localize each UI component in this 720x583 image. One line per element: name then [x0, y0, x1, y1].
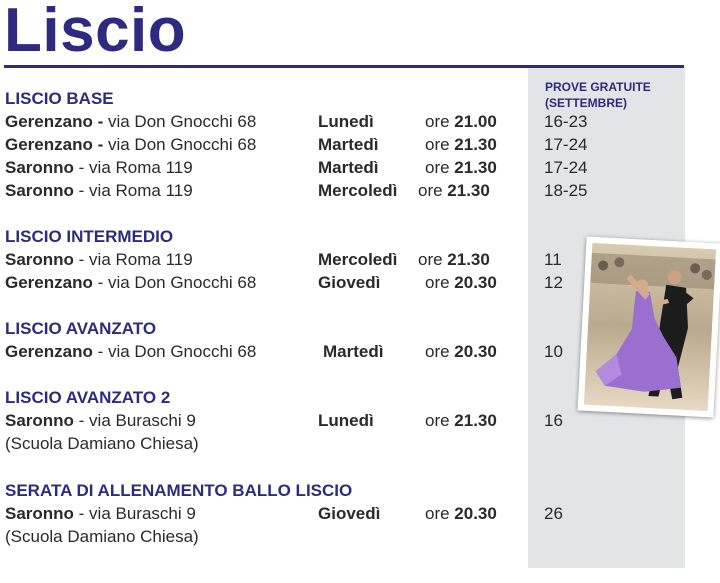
- section-title-liscio-avanzato-2: LISCIO AVANZATO 2: [5, 388, 171, 407]
- address: - via Don Gnocchi 68: [92, 342, 257, 361]
- trial-dates: 12: [544, 273, 563, 292]
- time-value: 21.00: [454, 112, 497, 131]
- weekday: Mercoledì: [318, 181, 398, 200]
- time-value: 20.30: [454, 342, 497, 361]
- time-value: 21.30: [454, 158, 497, 177]
- section-title-serata-allenamento: SERATA DI ALLENAMENTO BALLO LISCIO: [5, 481, 353, 500]
- time-prefix: ore: [425, 273, 455, 292]
- address: via Don Gnocchi 68: [103, 112, 257, 131]
- section-title-liscio-avanzato: LISCIO AVANZATO: [5, 319, 157, 338]
- location: [5, 272, 256, 294]
- time-prefix: ore: [418, 181, 448, 200]
- city: Gerenzano: [5, 342, 93, 361]
- city: Gerenzano -: [5, 135, 104, 154]
- ballroom-dancers-photo: [578, 237, 720, 418]
- trial-dates: 16-23: [544, 112, 588, 131]
- trial-dates: 10: [544, 342, 563, 361]
- address: via Don Gnocchi 68: [103, 135, 257, 154]
- trial-dates: 17-24: [544, 135, 588, 154]
- time: [418, 249, 490, 271]
- trial-dates: 26: [544, 504, 563, 523]
- time-prefix: ore: [425, 135, 455, 154]
- free-trials-header: [545, 79, 651, 111]
- dancers-icon: [584, 243, 716, 411]
- free-trials-header-line1: PROVE GRATUITE: [545, 80, 651, 94]
- time-prefix: ore: [418, 250, 448, 269]
- time: [425, 410, 497, 432]
- time: [425, 111, 497, 133]
- address: - via Roma 119: [73, 250, 193, 269]
- time: [425, 134, 497, 156]
- city: Saronno: [5, 411, 74, 430]
- city: Saronno: [5, 250, 74, 269]
- section-title-liscio-base: LISCIO BASE: [5, 89, 114, 108]
- address: - via Roma 119: [73, 181, 193, 200]
- time-prefix: ore: [425, 112, 455, 131]
- trial-dates: 17-24: [544, 158, 588, 177]
- city: Saronno: [5, 504, 74, 523]
- weekday: Martedì: [318, 135, 379, 154]
- location: [5, 503, 196, 525]
- time-value: 20.30: [454, 504, 497, 523]
- address: - via Don Gnocchi 68: [92, 273, 257, 292]
- time: [425, 503, 497, 525]
- weekday: Martedì: [318, 158, 379, 177]
- time-prefix: ore: [425, 411, 455, 430]
- weekday: Lunedì: [318, 112, 374, 131]
- city: Gerenzano: [5, 273, 93, 292]
- schedule-row: [0, 134, 720, 156]
- section-title-liscio-intermedio: LISCIO INTERMEDIO: [5, 227, 174, 246]
- time-prefix: ore: [425, 158, 455, 177]
- time: [418, 180, 490, 202]
- weekday: Lunedì: [318, 411, 374, 430]
- time: [425, 157, 497, 179]
- time-value: 20.30: [454, 273, 497, 292]
- location: [5, 134, 256, 156]
- trial-dates: 16: [544, 411, 563, 430]
- location: [5, 410, 196, 432]
- time: [425, 341, 497, 363]
- schedule-row: [0, 157, 720, 179]
- address: - via Buraschi 9: [73, 411, 196, 430]
- address: - via Roma 119: [73, 158, 193, 177]
- weekday: Martedì: [323, 342, 384, 361]
- schedule-row: [0, 410, 720, 432]
- location: [5, 249, 193, 271]
- time-value: 21.30: [454, 135, 497, 154]
- school-note: (Scuola Damiano Chiesa): [5, 527, 199, 546]
- page-title: Liscio: [4, 0, 187, 65]
- school-note: (Scuola Damiano Chiesa): [5, 434, 199, 453]
- time-prefix: ore: [425, 342, 455, 361]
- city: Saronno: [5, 158, 74, 177]
- schedule-row: [0, 503, 720, 525]
- trial-dates: 18-25: [544, 181, 588, 200]
- time: [425, 272, 497, 294]
- free-trials-header-line2: (SETTEMBRE): [545, 96, 627, 110]
- city: Saronno: [5, 181, 74, 200]
- address: - via Buraschi 9: [73, 504, 196, 523]
- time-prefix: ore: [425, 504, 455, 523]
- location: [5, 180, 193, 202]
- location: [5, 157, 193, 179]
- trial-dates: 11: [544, 250, 562, 269]
- location: [5, 341, 256, 363]
- location: [5, 111, 256, 133]
- time-value: 21.30: [454, 411, 497, 430]
- weekday: Mercoledì: [318, 250, 398, 269]
- schedule-row: [0, 111, 720, 133]
- weekday: Giovedì: [318, 273, 381, 292]
- city: Gerenzano -: [5, 112, 104, 131]
- time-value: 21.30: [447, 181, 490, 200]
- schedule-row: [0, 180, 720, 202]
- weekday: Giovedì: [318, 504, 381, 523]
- time-value: 21.30: [447, 250, 490, 269]
